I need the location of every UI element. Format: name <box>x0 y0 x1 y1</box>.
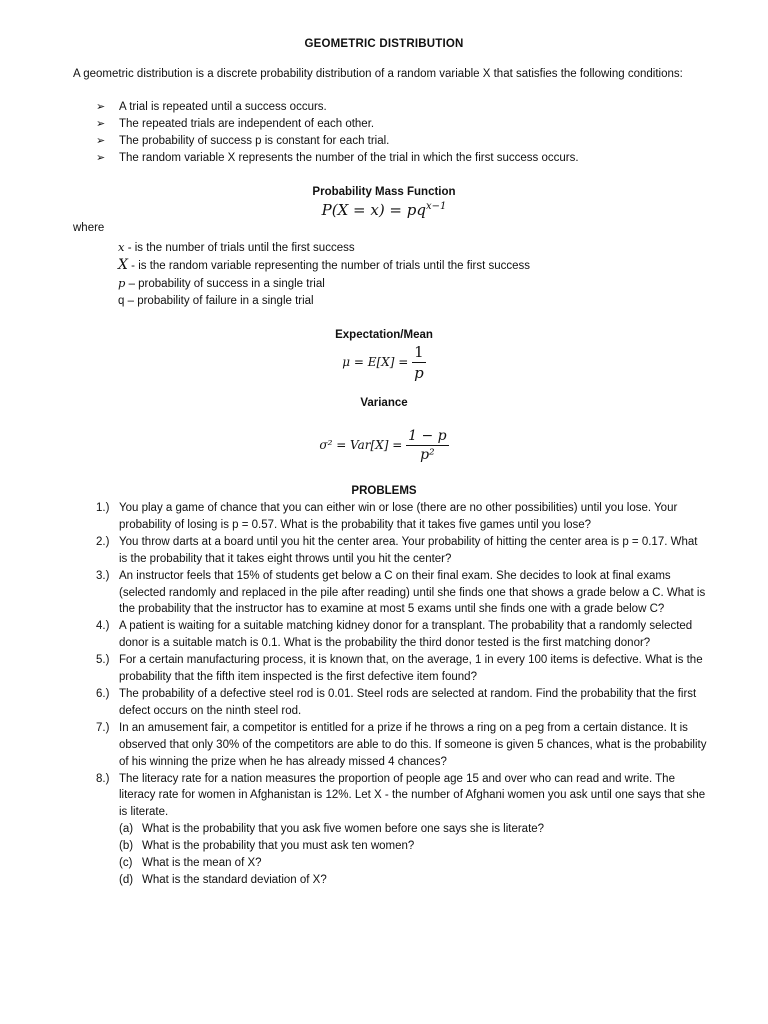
definitions-list <box>118 239 530 310</box>
problem-item: 6.) The probability of a defective steel rod is 0.01. Steel rods are selected at random. Find the probability that the first defect occurs on the ninth steel rod. <box>96 687 697 717</box>
problem-item: 3.) An instructor feels that 15% of students get below a C on their final exam. She decides to look at final exams (selected randomly and replaced in the pile after reading) until she finds one that shows a grade below a C. What is the probability that the instructor has to examine at most 5 exams until she finds one with a grade below C? <box>96 569 706 616</box>
definition-item: p – probability of success in a single trial <box>118 276 325 290</box>
subquestion-item: (a) What is the probability that you ask five women before one says she is literate? <box>119 823 545 836</box>
arrow-bullet-icon: ➢ <box>96 101 106 113</box>
mean-fraction: $\frac{1}{p}$ <box>414 343 424 382</box>
variance-fraction: $\frac{1 - p}{\text{p²}}$ <box>408 428 447 463</box>
intro-paragraph: A geometric distribution is a discrete probability distribution of a random variable X that satisfies the following conditions: <box>73 68 683 80</box>
problems-heading: PROBLEMS <box>351 485 417 497</box>
arrow-bullet-icon: ➢ <box>96 135 106 147</box>
definition-item: X - is the random variable representing the number of trials until the first success <box>118 257 531 273</box>
subquestion-item: (d) What is the standard deviation of X? <box>119 873 327 886</box>
problem-item: 7.) In an amusement fair, a competitor is entitled for a prize if he throws a ring on a peg from a certain distance. It is observed that only 30% of the competitors are able to do this. If someone is given 5 chances, what is the probability of his winning the prize when he has already missed 4 chances? <box>96 721 707 768</box>
condition-item: ➢ The repeated trials are independent of each other. <box>96 116 579 133</box>
pmf-formula: $P(X = x) = pq^{x-1}$ <box>321 201 447 219</box>
where-label: where <box>73 222 105 234</box>
mean-heading: Expectation/Mean <box>335 329 433 341</box>
subquestion-item: (c) What is the mean of X? <box>119 857 262 870</box>
conditions-list <box>96 99 579 167</box>
subquestion-item: (b) What is the probability that you must ask ten women? <box>119 840 415 853</box>
definition-item: x - is the number of trials until the first success <box>118 240 355 254</box>
variance-formula: σ² = Var[X] = $\frac{1 - p}{\text{p²}}$ <box>319 428 447 463</box>
problem-item: 2.) You throw darts at a board until you hit the center area. Your probability of hitting the center area is p = 0.17. What is the probability that it takes eight throws until you hit the center? <box>96 535 698 565</box>
arrow-bullet-icon: ➢ <box>96 152 106 164</box>
mean-formula: μ = E[X] = $\frac{1}{p}$ <box>342 343 424 382</box>
arrow-bullet-icon: ➢ <box>96 118 106 130</box>
condition-item: ➢ A trial is repeated until a success occurs. <box>96 99 579 116</box>
subquestion-list <box>119 821 708 889</box>
condition-item: ➢ The probability of success p is constant for each trial. <box>96 133 579 150</box>
problem-item: 8.) The literacy rate for a nation measures the proportion of people age 15 and over who can read and write. The literacy rate for women in Afghanistan is 12%. Let X - the number of Afghani women you ask until one says that she is literate. (a) What is the probability that you ask five women before one says she is literate? (b) What is the probability that you must ask ten women? (c) What is the mean of X? (d) What is the standard deviation of X? <box>96 771 708 889</box>
variance-heading: Variance <box>360 397 408 409</box>
problem-item: 5.) For a certain manufacturing process, it is known that, on the average, 1 in every 100 items is defective. What is the probability that the fifth item inspected is the first defective item found? <box>96 654 703 684</box>
problem-item: 1.) You play a game of chance that you can either win or lose (there are no other possibilities) until you lose. Your probability of losing is p = 0.57. What is the probability that it takes five games until you lose? <box>96 502 678 531</box>
definition-item: q – probability of failure in a single trial <box>118 295 314 307</box>
problems-list <box>96 500 708 889</box>
page-title: GEOMETRIC DISTRIBUTION <box>304 38 464 50</box>
problem-item: 4.) A patient is waiting for a suitable matching kidney donor for a transplant. The probability that a randomly selected donor is a suitable match is 0.1. What is the probability the third donor tested is the first matching donor? <box>96 620 693 650</box>
pmf-heading: Probability Mass Function <box>312 186 456 198</box>
condition-item: ➢ The random variable X represents the number of the trial in which the first success occurs. <box>96 150 579 167</box>
